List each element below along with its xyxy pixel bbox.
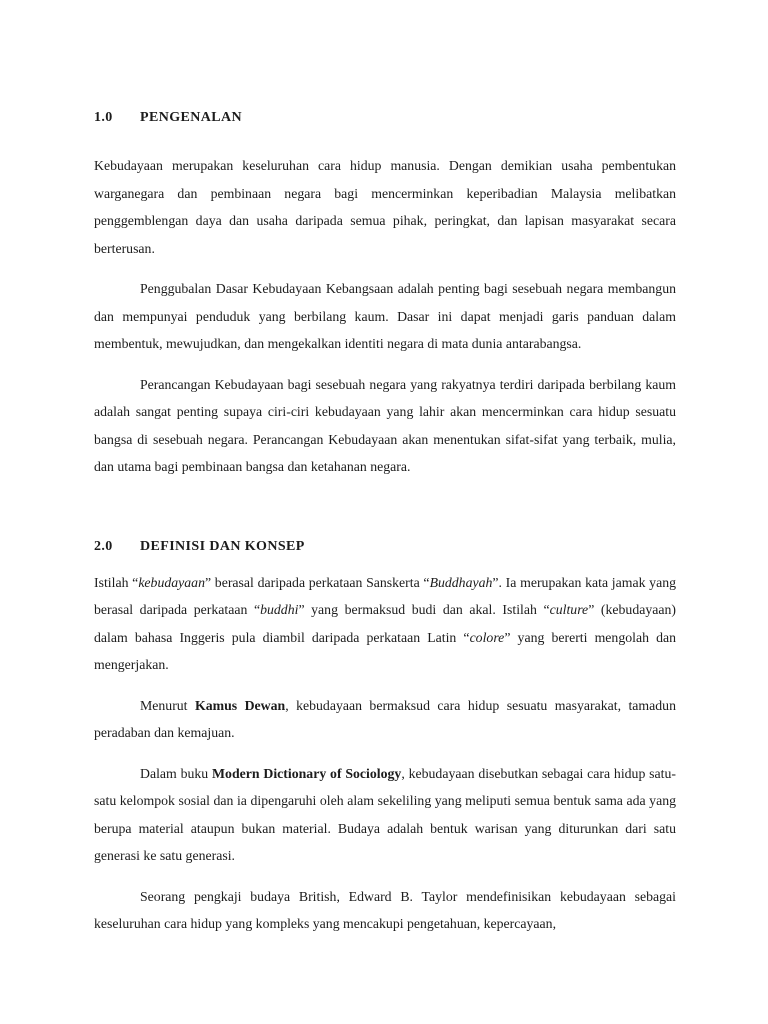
section-title: DEFINISI DAN KONSEP	[140, 538, 305, 554]
text-run: ” (kebudayaan) dalam bahasa Inggeris pula diambil daripada perkataan Latin “	[94, 602, 676, 645]
section-title: PENGENALAN	[140, 110, 243, 125]
term-buddhi: buddhi	[260, 602, 299, 617]
section-number: 1.0	[94, 110, 113, 125]
paragraph: Penggubalan Dasar Kebudayaan Kebangsaan adalah penting bagi sesebuah negara membangun dan mempunyai penduduk yang berbilang kaum. Dasar ini dapat menjadi garis panduan dalam membentuk, mewujudkan, dan mengekalkan identiti negara di mata dunia antarabangsa.	[94, 281, 676, 351]
section-heading	[94, 108, 676, 128]
term-culture: culture	[549, 602, 589, 617]
paragraph: Perancangan Kebudayaan bagi sesebuah negara yang rakyatnya terdiri daripada berbilang kaum adalah sangat penting supaya ciri-ciri kebudayaan yang lahir akan mencerminkan cara hidup sesuatu bangsa di sesebuah negara. Perancangan Kebudayaan akan menentukan sifat-sifat yang terbaik, mulia, dan utama bagi pembinaan bangsa dan ketahanan negara.	[94, 376, 676, 474]
paragraph	[94, 569, 676, 679]
section-heading	[94, 537, 676, 557]
paragraph	[94, 692, 676, 747]
text-run: ” yang bermaksud budi dan akal. Istilah “	[298, 602, 550, 617]
text-run: ” yang bererti mengolah dan mengerjakan.	[94, 629, 676, 672]
text-run: Menurut	[140, 697, 195, 713]
source-title: Kamus Dewan	[194, 697, 286, 713]
paragraph: Seorang pengkaji budaya British, Edward B. Taylor mendefinisikan kebudayaan sebagai keseluruhan cara hidup yang kompleks yang mencakupi pengetahuan, kepercayaan,	[94, 888, 676, 931]
term-colore: colore	[469, 629, 505, 645]
text-run: Dalam buku	[140, 765, 213, 781]
text-run: , kebudayaan bermaksud cara hidup sesuatu masyarakat, tamadun peradaban dan kemajuan.	[94, 697, 676, 740]
text-run: Istilah “	[94, 574, 139, 590]
paragraph: Kebudayaan merupakan keseluruhan cara hidup manusia. Dengan demikian usaha pembentukan warganegara dan pembinaan negara bagi mencerminkan keperibadian Malaysia melibatkan penggemblengan daya dan usaha daripada semua pihak, peringkat, dan lapisan masyarakat secara berterusan.	[94, 158, 676, 256]
paragraph	[94, 760, 676, 870]
text-run: , kebudayaan disebutkan sebagai cara hidup satu-satu kelompok sosial dan ia dipengaruhi oleh alam sekeliling yang meliputi semua bentuk sama ada yang berupa material ataupun bukan material. Budaya adalah bentuk warisan yang diturunkan dari satu generasi ke satu generasi.	[94, 765, 676, 863]
document-page	[94, 108, 676, 938]
section-number: 2.0	[94, 538, 113, 554]
source-title: Modern Dictionary of Sociology	[212, 765, 402, 781]
term-buddhayah: Buddhayah	[429, 574, 493, 590]
text-run: ”. Ia merupakan kata jamak yang berasal daripada perkataan “	[94, 574, 677, 617]
term-kebudayaan: kebudayaan	[138, 574, 205, 590]
text-run: ” berasal daripada perkataan Sanskerta “	[204, 574, 430, 590]
